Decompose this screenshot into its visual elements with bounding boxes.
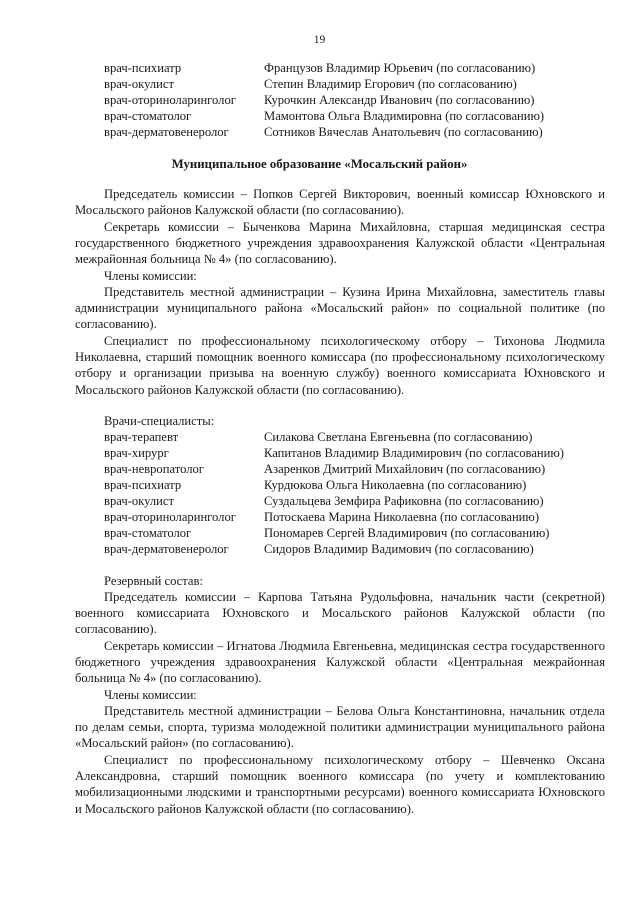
list-item-role: врач-психиатр [104, 478, 182, 492]
reserve-admin-paragraph: Представитель местной администрации – Белова Ольга Константиновна, начальник отдела по делам семьи, спорта, туризма молодежной политики администрации муниципального района «Мосальский район» (по согласованию). [75, 704, 605, 751]
list-item-role: врач-дерматовенеролог [104, 125, 229, 139]
list-item-role: врач-невропатолог [104, 462, 204, 476]
list-item-name: Сотников Вячеслав Анатольевич (по согласованию) [264, 125, 543, 139]
reserve-psychology-paragraph: Специалист по профессиональному психологическому отбору – Шевченко Оксана Александровна, старший помощник военного комиссара (по учету и комплектованию мобилизационными людскими и транспортными ресурсами) военного комиссариата Юхновского и Мосальского районов Калужской области (по согласованию). [75, 753, 605, 816]
list-item [104, 541, 534, 557]
list-item-role: врач-окулист [104, 77, 174, 91]
members-label: Члены комиссии: [104, 269, 197, 283]
list-item-name: Азаренков Дмитрий Михайлович (по согласованию) [264, 462, 546, 476]
list-item-role: врач-терапевт [104, 430, 179, 444]
admin-representative-paragraph: Представитель местной администрации – Кузина Ирина Михайловна, заместитель главы администрации муниципального района «Мосальский район» по социальной политике (по согласованию). [75, 285, 605, 332]
reserve-members-label: Члены комиссии: [104, 688, 197, 702]
list-item-name: Пономарев Сергей Владимирович (по согласованию) [264, 526, 550, 540]
list-item-name: Курочкин Александр Иванович (по согласованию) [264, 93, 535, 107]
list-item-name: Силакова Светлана Евгеньевна (по согласованию) [264, 430, 533, 444]
list-item-role: врач-дерматовенеролог [104, 542, 229, 556]
list-item [104, 429, 532, 445]
list-item [104, 60, 535, 76]
list-item [104, 124, 543, 140]
list-item [104, 525, 549, 541]
list-item-role: врач-оториноларинголог [104, 93, 236, 107]
list-item-name: Курдюкова Ольга Николаевна (по согласованию) [264, 478, 527, 492]
list-item [104, 108, 544, 124]
list-item [104, 92, 534, 108]
list-item [104, 477, 526, 493]
list-item-role: врач-хирург [104, 446, 169, 460]
reserve-secretary-paragraph: Секретарь комиссии – Игнатова Людмила Евгеньевна, медицинская сестра государственного бюджетного учреждения здравоохранения Калужской области «Центральная межрайонная больница № 4» (по согласованию). [75, 639, 605, 686]
reserve-chairman-paragraph: Председатель комиссии – Карпова Татьяна Рудольфовна, начальник части (секретной) военного комиссариата Юхновского и Мосальского районов Калужской области (по согласованию). [75, 590, 605, 637]
list-item [104, 76, 517, 92]
list-item-name: Потоскаева Марина Николаевна (по согласованию) [264, 510, 540, 524]
list-item-name: Капитанов Владимир Владимирович (по согласованию) [264, 446, 564, 460]
list-item-role: врач-окулист [104, 494, 174, 508]
psychology-specialist-paragraph: Специалист по профессиональному психологическому отбору – Тихонова Людмила Николаевна, старший помощник военного комиссара (по профессиональному психологическому отбору и организации призыва на военную службу) военного комиссариата Юхновского и Мосальского районов Калужской области (по согласованию). [75, 334, 605, 397]
list-item-name: Французов Владимир Юрьевич (по согласованию) [264, 61, 536, 75]
list-item [104, 461, 545, 477]
secretary-paragraph: Секретарь комиссии – Быченкова Марина Михайловна, старшая медицинская сестра государственного бюджетного учреждения здравоохранения Калужской области «Центральная межрайонная больница № 4» (по согласованию). [75, 220, 605, 267]
list-item-role: врач-стоматолог [104, 526, 192, 540]
chairman-paragraph: Председатель комиссии – Попков Сергей Викторович, военный комиссар Юхновского и Мосальского районов Калужской области (по согласованию). [75, 187, 605, 218]
list-item [104, 493, 544, 509]
list-item-role: врач-стоматолог [104, 109, 192, 123]
list-item-name: Сидоров Владимир Вадимович (по согласованию) [264, 542, 534, 556]
list-item-name: Мамонтова Ольга Владимировна (по согласованию) [264, 109, 545, 123]
list-item-name: Степин Владимир Егорович (по согласованию) [264, 77, 517, 91]
section-heading: Муниципальное образование «Мосальский район» [171, 157, 468, 171]
list-item [104, 509, 539, 525]
reserve-label: Резервный состав: [104, 574, 203, 588]
page-number: 19 [313, 34, 326, 46]
list-item-role: врач-оториноларинголог [104, 510, 236, 524]
doctors-label: Врачи-специалисты: [104, 414, 215, 428]
list-item [104, 445, 564, 461]
list-item-role: врач-психиатр [104, 61, 182, 75]
list-item-name: Суздальцева Земфира Рафиковна (по согласованию) [264, 494, 544, 508]
